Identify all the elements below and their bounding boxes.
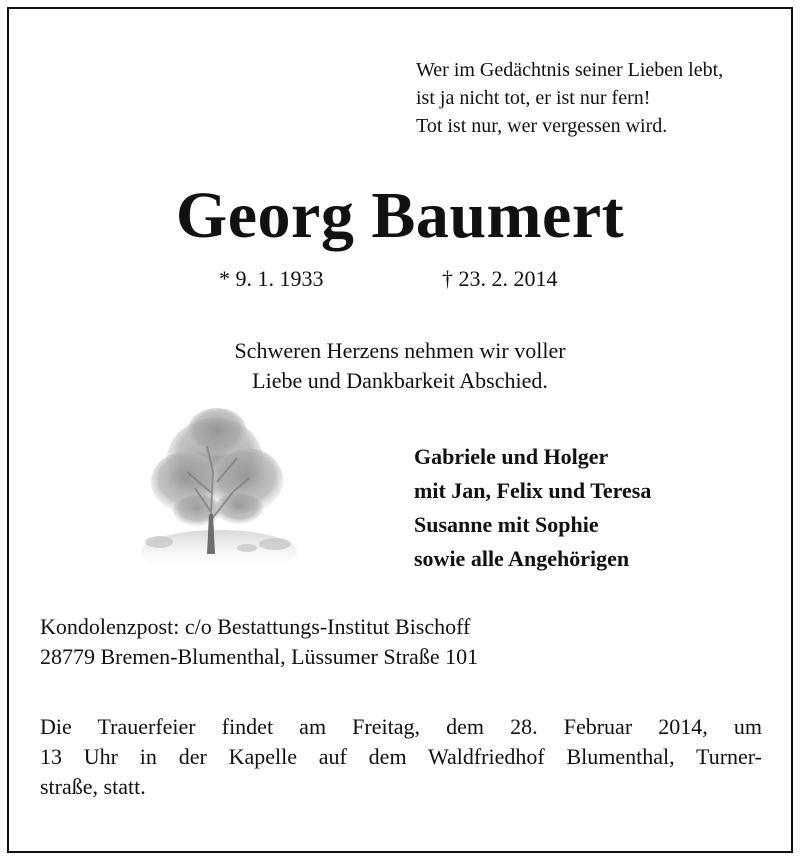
- birth-date: * 9. 1. 1933: [219, 266, 324, 291]
- death-date: † 23. 2. 2014: [442, 266, 558, 291]
- quote-line: Wer im Gedächtnis seiner Lieben lebt,: [416, 59, 724, 81]
- farewell-message: [0, 336, 800, 396]
- service-line: Die Trauerfeier findet am Freitag, dem 28. Februar 2014, um: [40, 714, 762, 739]
- mourner-line: mit Jan, Felix und Teresa: [414, 478, 652, 503]
- funeral-service-notice: [40, 712, 762, 802]
- condolence-address: [40, 612, 478, 672]
- condolence-line: Kondolenzpost: c/o Bestattungs-Institut Bischoff: [40, 614, 471, 639]
- quote-line: Tot ist nur, wer vergessen wird.: [416, 115, 668, 137]
- service-line: straße, statt.: [40, 774, 146, 799]
- quote-line: ist ja nicht tot, er ist nur fern!: [416, 87, 651, 109]
- condolence-line: 28779 Bremen-Blumenthal, Lüssumer Straße 101: [40, 644, 479, 669]
- message-line: Liebe und Dankbarkeit Abschied.: [252, 368, 548, 393]
- service-line: 13 Uhr in der Kapelle auf dem Waldfriedhof Blumenthal, Turner-: [40, 744, 762, 769]
- mourner-line: sowie alle Angehörigen: [414, 546, 630, 571]
- mourner-line: Gabriele und Holger: [414, 444, 609, 469]
- mourner-line: Susanne mit Sophie: [414, 512, 599, 537]
- memorial-quote: [416, 56, 776, 140]
- deceased-name: Georg Baumert: [175, 179, 625, 252]
- mourners-list: [414, 440, 651, 576]
- tree-icon: [137, 402, 297, 582]
- message-line: Schweren Herzens nehmen wir voller: [234, 338, 566, 363]
